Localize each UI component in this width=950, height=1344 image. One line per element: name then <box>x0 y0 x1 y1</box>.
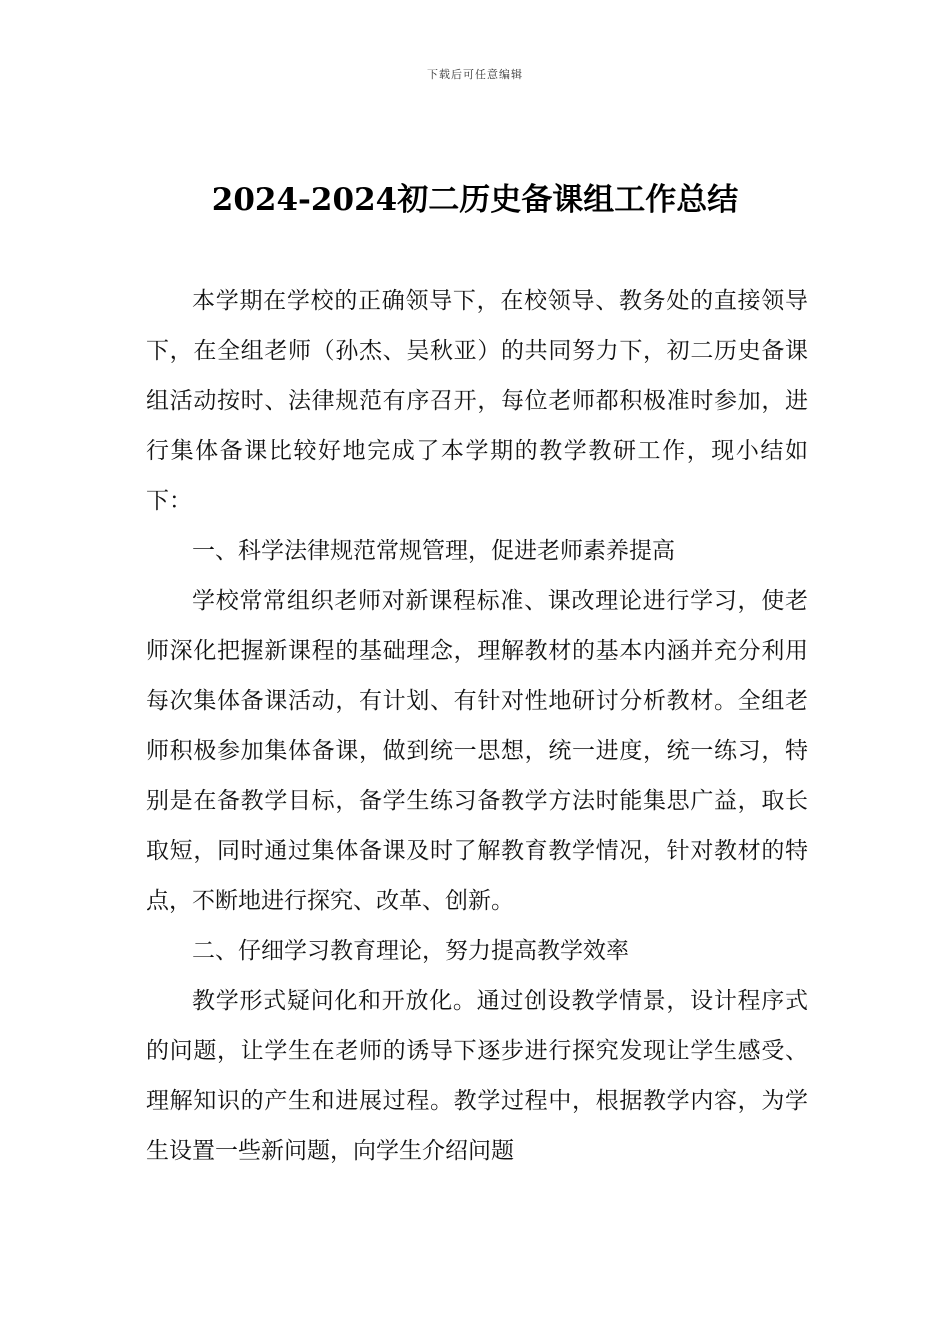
section-heading-1: 一、科学法律规范常规管理，促进老师素养提高 <box>192 538 675 564</box>
paragraph-intro: 本学期在学校的正确领导下，在校领导、教务处的直接领导下，在全组老师（孙杰、吴秋亚）的共同努力下，初二历史备课组活动按时、法律规范有序召开，每位老师都积极准时参加，进行集体备课比较好地完成了本学期的教学教研工作，现小结如下： <box>146 288 808 514</box>
paragraph-section-2: 教学形式疑问化和开放化。通过创设教学情景，设计程序式的问题，让学生在老师的诱导下逐步进行探究发现让学生感受、理解知识的产生和进展过程。教学过程中，根据教学内容，为学生设置一些新问题，向学生介绍问题 <box>146 988 808 1164</box>
document-body <box>146 276 808 1176</box>
paragraph-section-1: 学校常常组织老师对新课程标准、课改理论进行学习，使老师深化把握新课程的基础理念，理解教材的基本内涵并充分利用每次集体备课活动，有计划、有针对性地研讨分析教材。全组老师积极参加集体备课，做到统一思想，统一进度，统一练习，特别是在备教学目标，备学生练习备教学方法时能集思广益，取长取短，同时通过集体备课及时了解教育教学情况，针对教材的特点，不断地进行探究、改革、创新。 <box>146 588 808 914</box>
header-note: 下载后可任意编辑 <box>427 68 523 81</box>
document-title: 2024-2024初二历史备课组工作总结 <box>211 182 739 218</box>
section-heading-2: 二、仔细学习教育理论，努力提高教学效率 <box>192 938 629 964</box>
